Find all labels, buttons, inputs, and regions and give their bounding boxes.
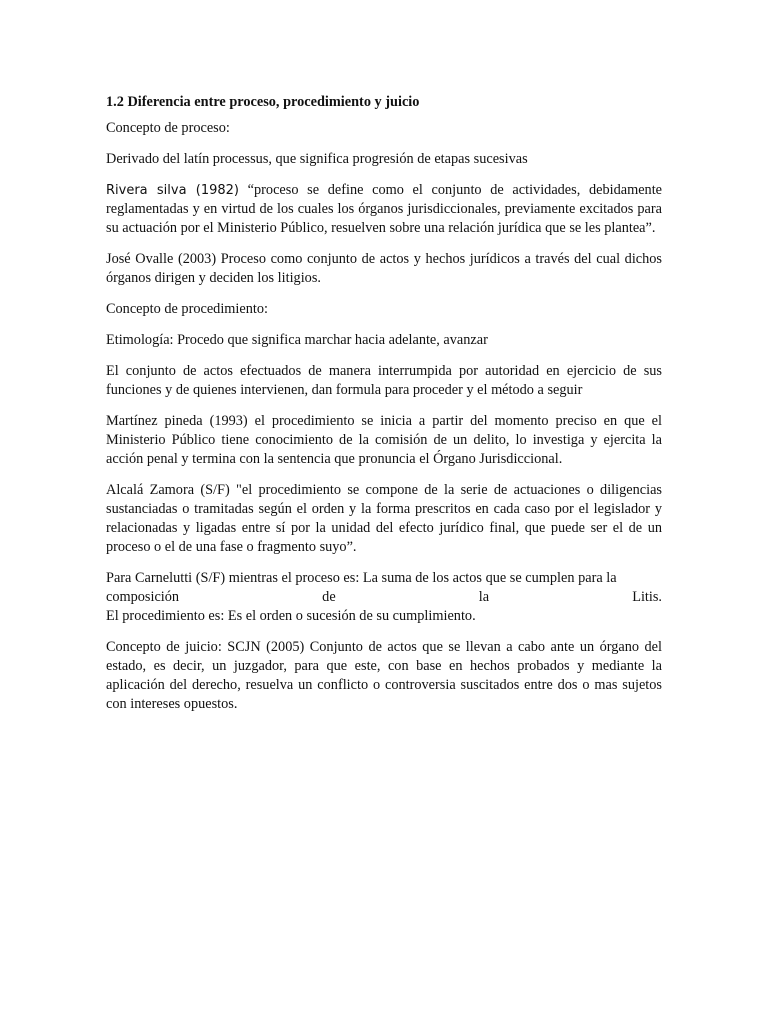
- section-heading: 1.2 Diferencia entre proceso, procedimiento y juicio: [106, 94, 420, 110]
- rivera-quote: “proceso se define como el conjunto de actividades, debidamente reglamentadas y en virtud de los cuales los órganos jurisdiccionales, previamente excitados para su actuación por el Ministerio Público, resuelven sobre una relación jurídica que se les plantea”.: [106, 182, 663, 236]
- juicio-paragraph: Concepto de juicio: SCJN (2005) Conjunto de actos que se llevan a cabo ante un órgano del estado, es decir, un juzgador, para que este, con base en hechos probados y mediante la aplicación del derecho, resuelva un conflicto o controversia suscitados entre dos o mas sujetos con intereses opuestos.: [106, 639, 662, 712]
- alcala-paragraph: Alcalá Zamora (S/F) "el procedimiento se compone de la serie de actuaciones o diligencias sustanciadas o tramitadas según el orden y la forma prescritos en cada caso por el legislador y relacionadas y ligadas entre sí por la unidad del efecto jurídico final, que puede ser el de un proceso o el de una fase o fragmento suyo”.: [106, 482, 662, 555]
- carnelutti-line-2: composición de la Litis.: [106, 589, 662, 605]
- conjunto-paragraph: El conjunto de actos efectuados de manera interrumpida por autoridad en ejercicio de sus funciones y de quienes intervienen, dan formula para proceder y el método a seguir: [106, 363, 662, 398]
- carnelutti-line-3: El procedimiento es: Es el orden o sucesión de su cumplimiento.: [106, 608, 476, 624]
- carnelutti-line-1: Para Carnelutti (S/F) mientras el proceso es: La suma de los actos que se cumplen para la: [106, 570, 617, 586]
- proceso-derivado-paragraph: Derivado del latín processus, que significa progresión de etapas sucesivas: [106, 151, 528, 167]
- procedimiento-label: Concepto de procedimiento:: [106, 301, 268, 317]
- martinez-paragraph: Martínez pineda (1993) el procedimiento se inicia a partir del momento preciso en que el Ministerio Público tiene conocimiento de la comisión de un delito, lo investiga y ejercita la acción penal y termina con la sentencia que pronuncia el Órgano Jurisdiccional.: [106, 413, 662, 467]
- etimologia-paragraph: Etimología: Procedo que significa marchar hacia adelante, avanzar: [106, 332, 488, 348]
- rivera-author: Rivera silva (1982): [106, 183, 239, 198]
- carnelutti-paragraph: [106, 569, 662, 626]
- proceso-label: Concepto de proceso:: [106, 120, 230, 136]
- rivera-paragraph: [106, 181, 662, 238]
- ovalle-paragraph: José Ovalle (2003) Proceso como conjunto de actos y hechos jurídicos a través del cual dichos órganos dirigen y deciden los litigios.: [106, 251, 662, 286]
